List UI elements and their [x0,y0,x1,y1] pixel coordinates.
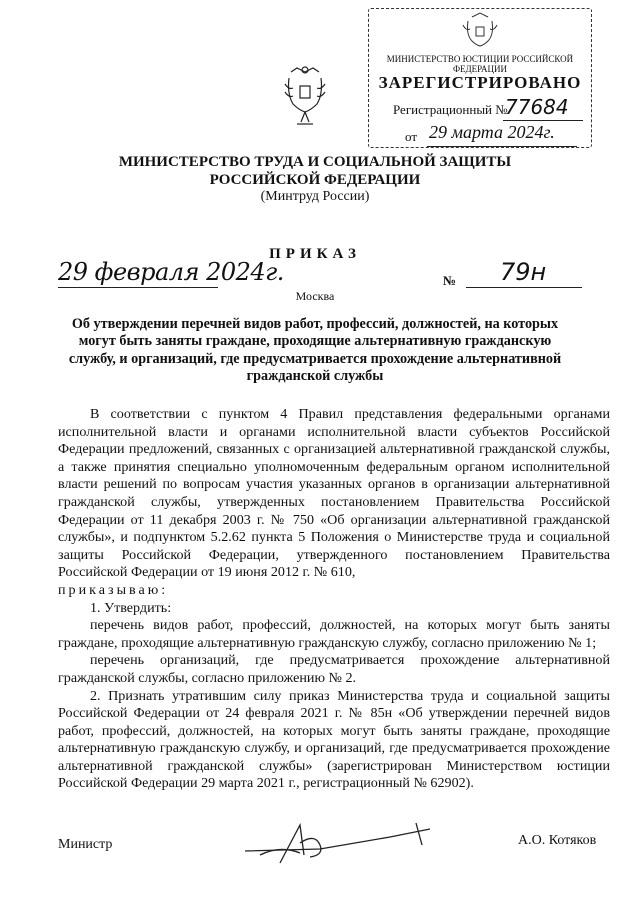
item-1a: перечень видов работ, профессий, должностей, на которых могут быть заняты граждане, проходящие альтернативную гражданскую службу, согласно приложению № 1; [58,617,610,651]
item-1: 1. Утвердить: [90,599,172,616]
stamp-reg-number: 77684 [505,95,569,119]
stamp-emblem-icon [462,11,498,49]
signatory-name: А.О. Котяков [518,833,597,848]
stamp-date-prefix: от [405,129,418,144]
city: Москва [295,289,335,303]
document-type: ПРИКАЗ [269,246,361,262]
document-title: Об утверждении перечней видов работ, профессий, должностей, на которых могут быть заняты граждане, проходящие альтернативную гражданскую службу, и организаций, где предусматривается прохождение альтернативной гражданской службы [68,316,562,384]
stamp-organization: МИНИСТЕРСТВО ЮСТИЦИИ РОССИЙСКОЙ ФЕДЕРАЦИИ [386,54,574,74]
preamble-paragraph: В соответствии с пунктом 4 Правил представления федеральными органами исполнительной власти и органами исполнительной власти субъектов Российской Федерации предложений, связанных с организацией альтернативной гражданской службы, а также принятия специально уполномоченным федеральным органом исполнительной власти решений по вопросам участия указанных органов в организации альтернативной гражданской службы, утвержденных постановлением Правительства Российской Федерации от 11 декабря 2003 г. № 750 «Об организации альтернативной гражданской службы», и подпунктом 5.2.62 пункта 5 Положения о Министерстве труда и социальной защиты Российской Федерации, утвержденного постановлением Правительства Российской Федерации от 19 июня 2012 г. № 610, [58,406,610,581]
signatory-position: Министр [58,837,113,852]
ministry-name-line1: МИНИСТЕРСТВО ТРУДА И СОЦИАЛЬНОЙ ЗАЩИТЫ [118,154,512,170]
stamp-number-line [503,120,583,121]
stamp-date-line [427,146,577,147]
ministry-short-name: (Минтруд России) [260,189,370,204]
stamp-status: ЗАРЕГИСТРИРОВАНО [378,73,582,92]
handwritten-signature [240,815,440,865]
stamp-date: 29 марта 2024г. [429,122,555,142]
number-underline [466,287,582,288]
item-1b: перечень организаций, где предусматривается прохождение альтернативной гражданской службы, согласно приложению № 2. [58,652,610,686]
stamp-reg-label: Регистрационный № [393,102,508,117]
item-2: 2. Признать утратившим силу приказ Министерства труда и социальной защиты Российской Федерации от 24 февраля 2021 г. № 85н «Об утверждении перечней видов работ, профессий, должностей, на которых могут быть заняты граждане, проходящие альтернативную гражданскую службу, и организаций, где предусматривается прохождение альтернативной гражданской службы» (зарегистрирован Министерством юстиции Российской Федерации 29 марта 2021 г., регистрационный № 62902). [58,687,610,792]
handwritten-date: 29 февраля 2024г. [58,258,284,286]
registration-stamp [368,8,592,148]
order-word: приказываю: [58,581,169,598]
handwritten-number: 79н [500,258,547,286]
ministry-name-line2: РОССИЙСКОЙ ФЕДЕРАЦИИ [209,172,421,188]
date-underline [58,287,218,288]
coat-of-arms-emblem [283,64,327,130]
number-sign: № [443,273,457,288]
document-body [58,406,610,793]
